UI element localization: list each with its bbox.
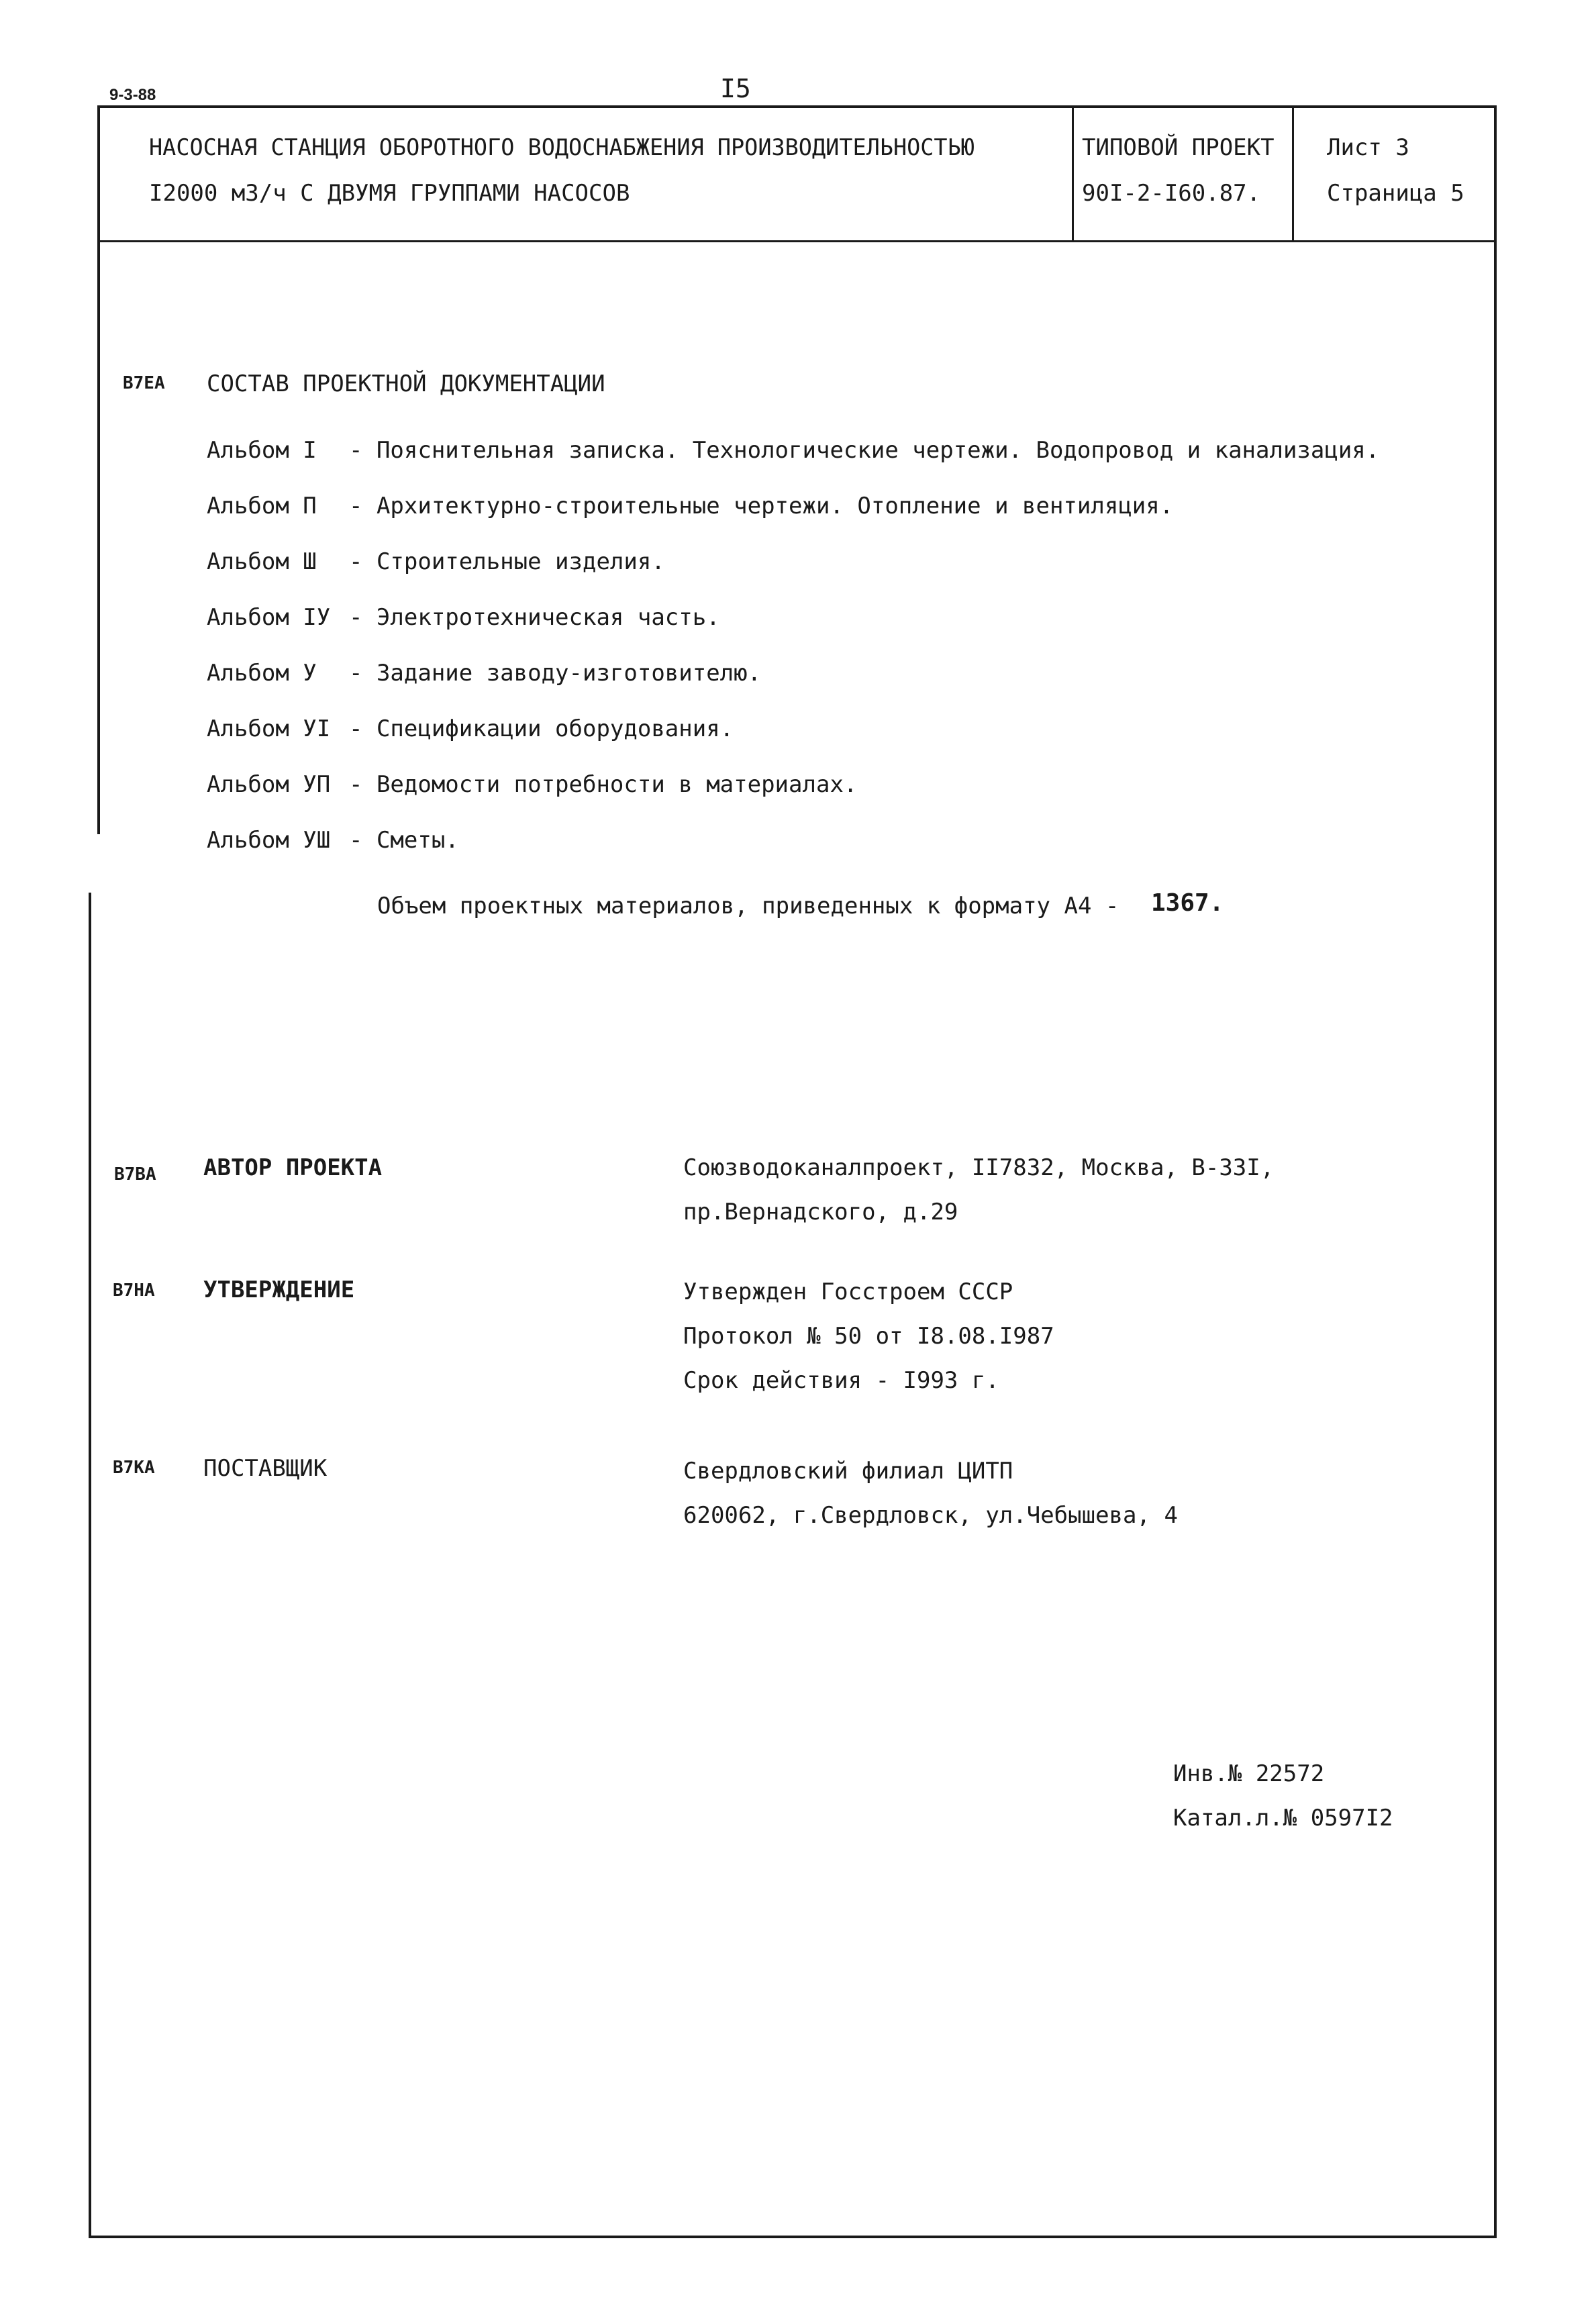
author-line2: пр.Вернадского, д.29 [683, 1199, 958, 1225]
supplier-line2: 620062, г.Свердловск, ул.Чебышева, 4 [683, 1502, 1178, 1529]
project-number: 90I-2-I60.87. [1082, 180, 1261, 207]
album-description: - Пояснительная записка. Технологические чертежи. Водопровод и канализация. [349, 437, 1380, 464]
approval-code: B7HA [113, 1281, 155, 1301]
header-divider-1 [1072, 105, 1074, 242]
header-divider-2 [1292, 105, 1294, 242]
header-title-line2: I2000 м3/ч С ДВУМЯ ГРУППАМИ НАСОСОВ [149, 180, 630, 207]
composition-heading: СОСТАВ ПРОЕКТНОЙ ДОКУМЕНТАЦИИ [207, 370, 605, 397]
supplier-label: ПОСТАВЩИК [203, 1455, 328, 1482]
volume-value: 1367. [1151, 889, 1224, 917]
album-description: - Ведомости потребности в материалах. [349, 771, 858, 798]
frame-bottom-line [89, 2236, 1497, 2238]
catalog-number: Катал.л.№ 0597I2 [1173, 1805, 1393, 1832]
album-label: Альбом I [207, 437, 317, 464]
page-label: Страница 5 [1327, 180, 1464, 207]
supplier-line1: Свердловский филиал ЦИТП [683, 1458, 1013, 1485]
album-label: Альбом П [207, 493, 317, 519]
album-label: Альбом У [207, 660, 317, 687]
sheet-number: Лист 3 [1327, 134, 1409, 161]
approval-line2: Протокол № 50 от I8.08.I987 [683, 1323, 1054, 1350]
frame-header-bottom-line [97, 240, 1497, 242]
album-label: Альбом УШ [207, 827, 331, 854]
frame-right-line [1494, 105, 1497, 2238]
author-line1: Союзводоканалпроект, II7832, Москва, В-33I, [683, 1154, 1275, 1181]
supplier-code: B7KA [113, 1458, 155, 1478]
album-description: - Задание заводу-изготовителю. [349, 660, 762, 687]
inventory-number: Инв.№ 22572 [1173, 1760, 1325, 1787]
album-description: - Архитектурно-строительные чертежи. Отопление и вентиляция. [349, 493, 1174, 519]
document-code: 9-3-88 [109, 86, 156, 104]
frame-left-line-upper [97, 105, 100, 834]
author-label: АВТОР ПРОЕКТА [203, 1154, 383, 1181]
approval-line3: Срок действия - I993 г. [683, 1367, 999, 1394]
album-description: - Строительные изделия. [349, 548, 665, 575]
volume-statement: Объем проектных материалов, приведенных к формату А4 - [377, 893, 1119, 919]
album-label: Альбом Ш [207, 548, 317, 575]
album-description: - Спецификации оборудования. [349, 715, 734, 742]
album-label: Альбом IУ [207, 604, 331, 631]
frame-left-line-lower [89, 893, 91, 2238]
page-number: I5 [720, 74, 751, 103]
album-label: Альбом УI [207, 715, 331, 742]
album-description: - Электротехническая часть. [349, 604, 720, 631]
approval-line1: Утвержден Госстроем СССР [683, 1279, 1013, 1305]
album-label: Альбом УП [207, 771, 331, 798]
approval-label: УТВЕРЖДЕНИЕ [203, 1276, 355, 1303]
header-title-line1: НАСОСНАЯ СТАНЦИЯ ОБОРОТНОГО ВОДОСНАБЖЕНИЯ ПРОИЗВОДИТЕЛЬНОСТЬЮ [149, 134, 975, 161]
author-code: B7BA [114, 1164, 156, 1185]
album-description: - Сметы. [349, 827, 459, 854]
composition-code: B7EA [123, 373, 165, 393]
frame-top-line [97, 105, 1497, 108]
project-label: ТИПОВОЙ ПРОЕКТ [1082, 134, 1275, 161]
